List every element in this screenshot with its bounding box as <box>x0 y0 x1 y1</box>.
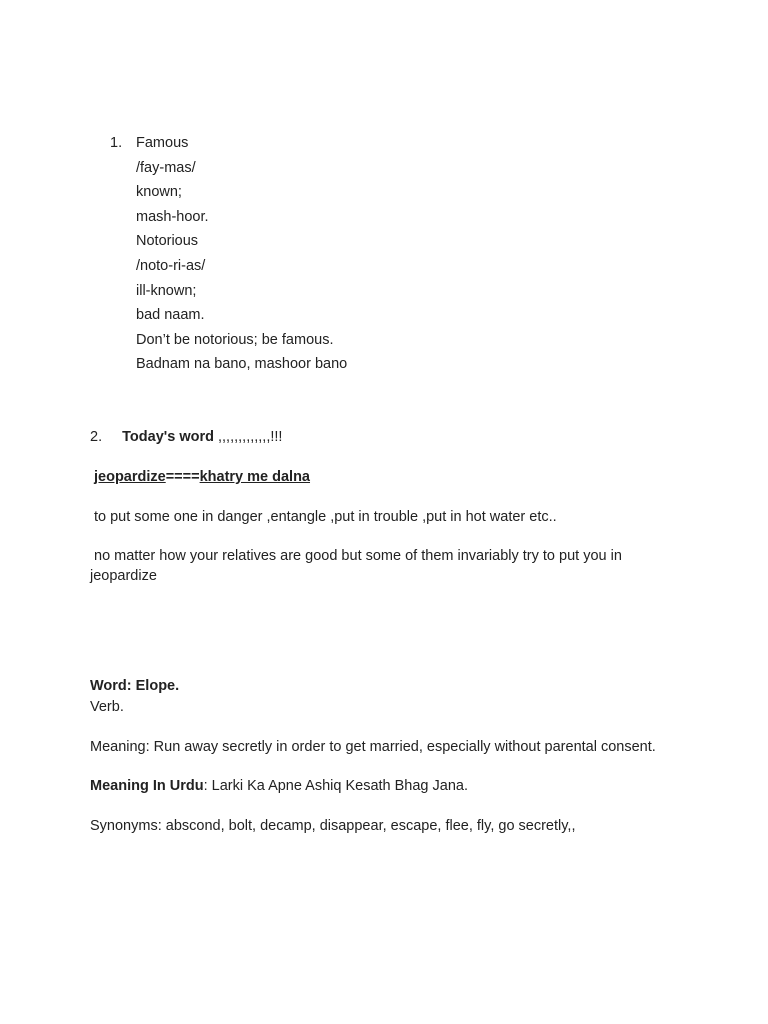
elope-part-of-speech: Verb. <box>90 699 124 715</box>
elope-urdu-meaning <box>90 776 690 796</box>
todays-word-heading <box>90 427 690 447</box>
elope-synonyms: Synonyms: abscond, bolt, decamp, disappear, escape, flee, fly, go secretly,, <box>90 818 576 834</box>
entry-line: Badnam na bano, mashoor bano <box>136 356 348 373</box>
entry-line: Notorious <box>136 233 199 250</box>
word-definition: to put some one in danger ,entangle ,put in trouble ,put in hot water etc.. <box>94 509 557 525</box>
word-term: jeopardize <box>94 469 166 485</box>
elope-word-title: Word: Elope. <box>90 678 180 694</box>
heading-label: Today's word <box>122 429 214 445</box>
elope-meaning: Meaning: Run away secretly in order to get married, especially without parental consent. <box>90 739 656 755</box>
entry-line: bad naam. <box>136 307 205 324</box>
entry-line: known; <box>136 184 182 201</box>
entry-line: /fay-mas/ <box>136 159 196 176</box>
word-example: no matter how your relatives are good but some of them invariably try to put you in jeopardize <box>90 548 622 584</box>
entry-line: Famous <box>136 135 189 151</box>
list-number: 2. <box>90 429 103 445</box>
entry-line: mash-hoor. <box>136 208 209 225</box>
entry-line: Don’t be notorious; be famous. <box>136 331 334 348</box>
word-separator: ==== <box>165 469 200 485</box>
urdu-label: Meaning In Urdu <box>90 778 204 794</box>
entry-line: ill-known; <box>136 282 197 299</box>
word-translation: khatry me dalna <box>199 469 311 485</box>
entry-lines <box>136 131 347 377</box>
list-number: 1. <box>110 135 123 151</box>
urdu-text: : Larki Ka Apne Ashiq Kesath Bhag Jana. <box>203 778 468 794</box>
word-translation-line <box>90 467 694 487</box>
entry-line: /noto-ri-as/ <box>136 257 206 274</box>
heading-suffix: ,,,,,,,,,,,,,!!! <box>213 429 283 445</box>
